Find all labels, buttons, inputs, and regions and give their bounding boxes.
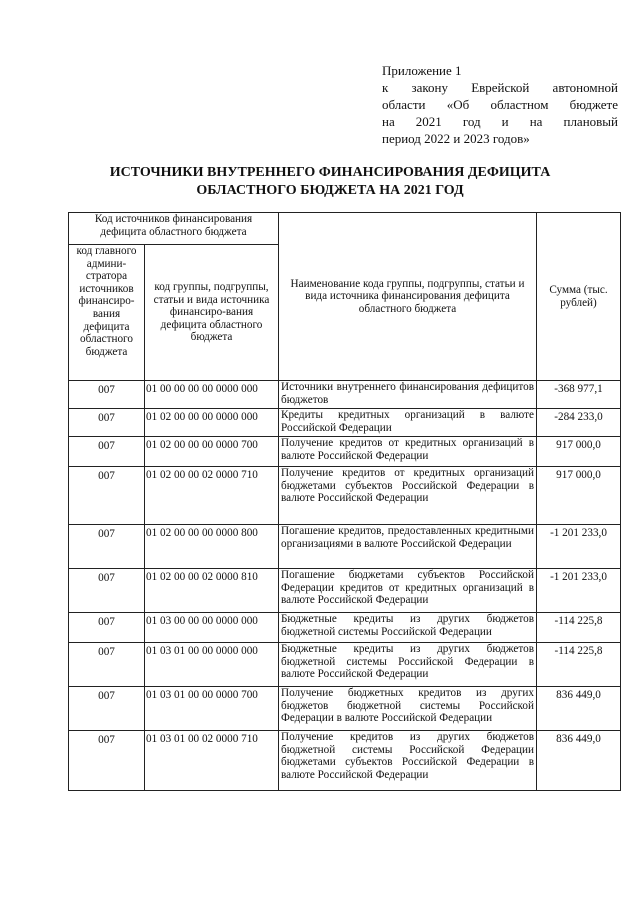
document-title: [60, 164, 600, 200]
financing-sources-table: [68, 212, 621, 791]
cell-code: 01 02 00 00 00 0000 800: [145, 525, 279, 569]
appendix-line: Приложение 1: [382, 63, 462, 78]
cell-sum: -284 233,0: [537, 409, 621, 437]
cell-sum: -114 225,8: [537, 643, 621, 687]
table-row: [69, 525, 621, 569]
title-line-1: ИСТОЧНИКИ ВНУТРЕННЕГО ФИНАНСИРОВАНИЯ ДЕФИЦИТА: [109, 165, 551, 180]
cell-admin: 007: [69, 613, 145, 643]
header-sum: Сумма (тыс. рублей): [537, 213, 621, 381]
header-name: Наименование кода группы, подгруппы, статьи и вида источника финансирования дефицита областного бюджета: [279, 213, 537, 381]
table-row: [69, 381, 621, 409]
table-row: [69, 687, 621, 731]
cell-name: Бюджетные кредиты из других бюджетов бюджетной системы Российской Федерации в валюте Российской Федерации: [279, 643, 537, 687]
cell-name: Получение кредитов от кредитных организаций в валюте Российской Федерации: [279, 437, 537, 467]
cell-code: 01 02 00 00 02 0000 810: [145, 569, 279, 613]
table-row: [69, 643, 621, 687]
cell-sum: 836 449,0: [537, 687, 621, 731]
cell-sum: 917 000,0: [537, 437, 621, 467]
cell-name: Источники внутреннего финансирования дефицитов бюджетов: [279, 381, 537, 409]
cell-admin: 007: [69, 525, 145, 569]
cell-admin: 007: [69, 437, 145, 467]
cell-admin: 007: [69, 643, 145, 687]
header-admin: код главного админи-стратора источников финансиро-вания дефицита областного бюджета: [69, 245, 145, 381]
cell-code: 01 03 01 00 00 0000 000: [145, 643, 279, 687]
table-row: [69, 437, 621, 467]
cell-admin: 007: [69, 409, 145, 437]
cell-admin: 007: [69, 687, 145, 731]
header-code-group: Код источников финансирования дефицита областного бюджета: [69, 213, 279, 245]
cell-name: Бюджетные кредиты из других бюджетов бюджетной системы Российской Федерации: [279, 613, 537, 643]
table-row: [69, 409, 621, 437]
cell-name: Погашение бюджетами субъектов Российской Федерации кредитов от кредитных организаций в валюте Российской Федерации: [279, 569, 537, 613]
cell-sum: -368 977,1: [537, 381, 621, 409]
cell-code: 01 02 00 00 02 0000 710: [145, 467, 279, 525]
cell-code: 01 02 00 00 00 0000 000: [145, 409, 279, 437]
cell-code: 01 03 01 00 02 0000 710: [145, 731, 279, 791]
table-row: [69, 467, 621, 525]
cell-sum: -1 201 233,0: [537, 525, 621, 569]
table-row: [69, 569, 621, 613]
appendix-line: к закону Еврейской автономной: [382, 80, 618, 95]
cell-code: 01 02 00 00 00 0000 700: [145, 437, 279, 467]
cell-admin: 007: [69, 381, 145, 409]
title-line-2: ОБЛАСТНОГО БЮДЖЕТА НА 2021 ГОД: [196, 183, 464, 198]
appendix-line: области «Об областном бюджете: [382, 97, 618, 112]
cell-name: Получение кредитов от кредитных организаций бюджетами субъектов Российской Федерации в валюте Российской Федерации: [279, 467, 537, 525]
cell-admin: 007: [69, 569, 145, 613]
table-row: [69, 613, 621, 643]
header-code: код группы, подгруппы, статьи и вида источника финансиро-вания дефицита областного бюджета: [145, 245, 279, 381]
cell-sum: 836 449,0: [537, 731, 621, 791]
cell-name: Получение кредитов из других бюджетов бюджетной системы Российской Федерации бюджетами субъектов Российской Федерации в валюте Российской Федерации: [279, 731, 537, 791]
appendix-line: на 2021 год и на плановый: [382, 114, 618, 129]
appendix-line: период 2022 и 2023 годов»: [382, 131, 530, 146]
cell-name: Получение бюджетных кредитов из других бюджетов бюджетной системы Российской Федерации в валюте Российской Федерации: [279, 687, 537, 731]
cell-name: Кредиты кредитных организаций в валюте Российской Федерации: [279, 409, 537, 437]
cell-admin: 007: [69, 731, 145, 791]
cell-sum: 917 000,0: [537, 467, 621, 525]
cell-code: 01 03 00 00 00 0000 000: [145, 613, 279, 643]
cell-name: Погашение кредитов, предоставленных кредитными организациями в валюте Российской Федерации: [279, 525, 537, 569]
cell-sum: -114 225,8: [537, 613, 621, 643]
appendix-note: [382, 62, 618, 147]
cell-admin: 007: [69, 467, 145, 525]
cell-code: 01 00 00 00 00 0000 000: [145, 381, 279, 409]
table-row: [69, 731, 621, 791]
cell-sum: -1 201 233,0: [537, 569, 621, 613]
cell-code: 01 03 01 00 00 0000 700: [145, 687, 279, 731]
